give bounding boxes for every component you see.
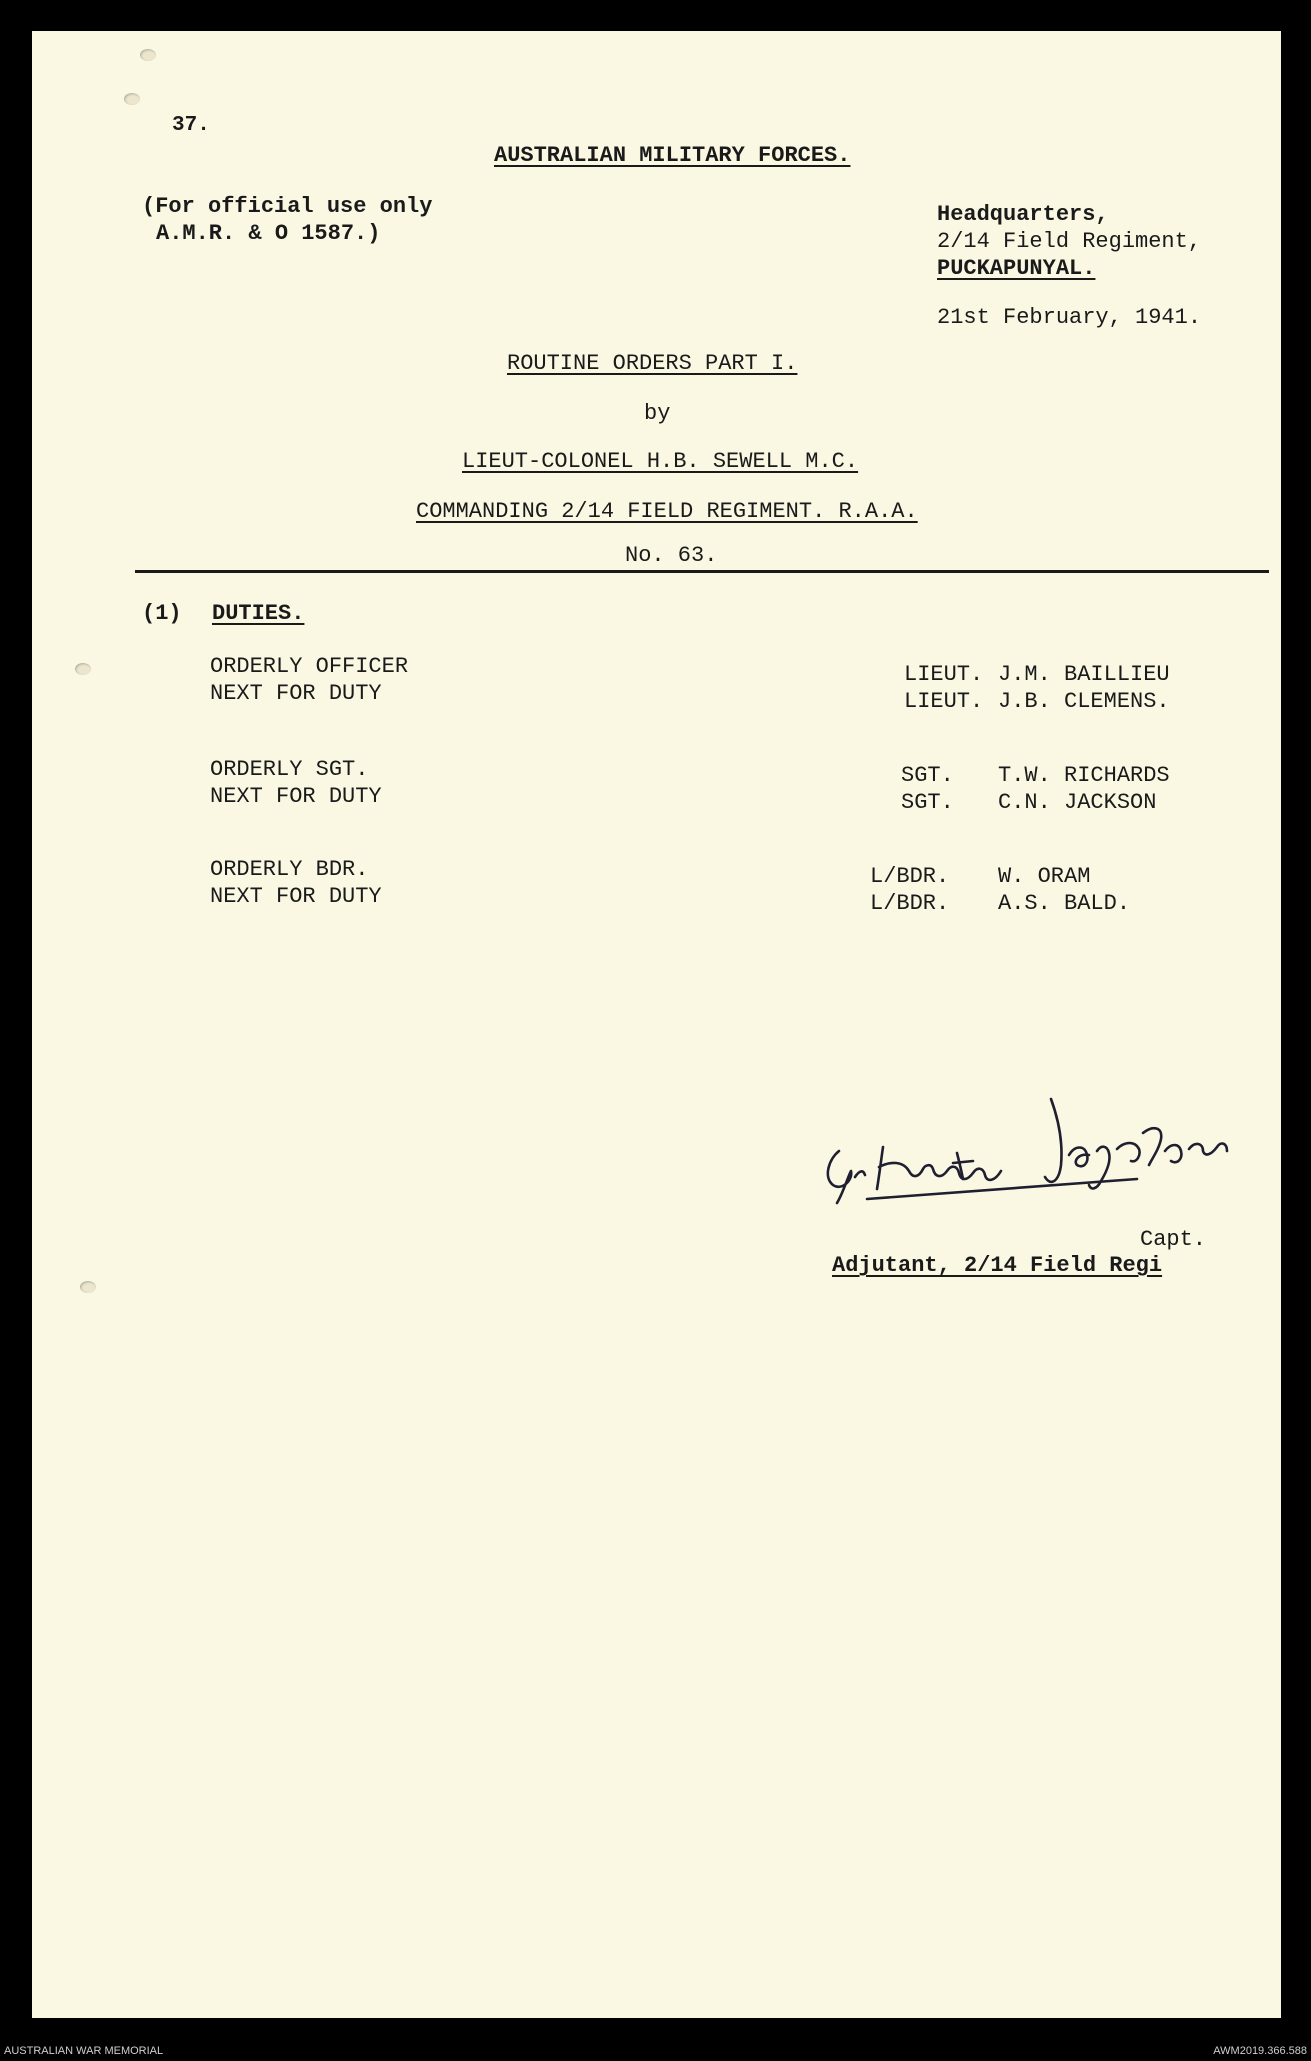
hq-line-1: Headquarters, — [937, 202, 1109, 227]
separator-rule — [135, 570, 1269, 573]
document-page — [32, 31, 1281, 2018]
duty-roles-group-3 — [210, 856, 382, 910]
punch-hole — [80, 1281, 96, 1293]
headquarters-address — [937, 201, 1201, 282]
corner-mark: 37. — [172, 114, 210, 137]
punch-hole — [140, 49, 156, 61]
section-number: (1) — [142, 601, 182, 626]
official-use-line-2: A.M.R. & O 1587.) — [156, 221, 381, 246]
duty-ranks-group-3 — [870, 863, 949, 917]
duty-roles-group-2 — [210, 756, 382, 810]
handwritten-signature — [807, 1081, 1267, 1211]
duty-role: ORDERLY BDR. — [210, 857, 369, 882]
duty-rank: SGT. — [901, 763, 954, 788]
duty-name: J.B. CLEMENS. — [998, 689, 1170, 714]
duty-role: NEXT FOR DUTY — [210, 681, 382, 706]
order-number: No. 63. — [625, 543, 718, 568]
duty-name: T.W. RICHARDS — [998, 763, 1170, 788]
duty-ranks-group-2 — [901, 762, 954, 816]
duty-role: ORDERLY OFFICER — [210, 654, 409, 679]
duty-names-group-1 — [998, 661, 1170, 715]
duty-role: NEXT FOR DUTY — [210, 784, 382, 809]
duty-rank: L/BDR. — [870, 864, 950, 889]
duty-ranks-group-1 — [904, 661, 983, 715]
punch-hole — [124, 93, 140, 105]
duty-name: W. ORAM — [998, 864, 1091, 889]
signature-title — [832, 1253, 1162, 1278]
duty-roles-group-1 — [210, 653, 408, 707]
heading-by: by — [644, 401, 671, 426]
document-date: 21st February, 1941. — [937, 305, 1202, 330]
footer-credit: AUSTRALIAN WAR MEMORIAL — [4, 2045, 164, 2057]
duty-role: NEXT FOR DUTY — [210, 884, 382, 909]
heading-commanding: COMMANDING 2/14 FIELD REGIMENT. R.A.A. — [416, 499, 918, 524]
duty-name: C.N. JACKSON — [998, 790, 1157, 815]
duty-rank: LIEUT. — [904, 662, 984, 687]
heading-commander: LIEUT-COLONEL H.B. SEWELL M.C. — [462, 449, 859, 474]
hq-line-2: 2/14 Field Regiment, — [937, 229, 1202, 254]
duty-rank: SGT. — [901, 790, 954, 815]
heading-routine-orders: ROUTINE ORDERS PART I. — [507, 351, 798, 376]
duty-names-group-2 — [998, 762, 1170, 816]
duty-names-group-3 — [998, 863, 1130, 917]
duty-role: ORDERLY SGT. — [210, 757, 369, 782]
duty-rank: LIEUT. — [904, 689, 984, 714]
duty-name: J.M. BAILLIEU — [998, 662, 1170, 687]
official-use-note — [142, 193, 432, 247]
duty-name: A.S. BALD. — [998, 891, 1131, 916]
footer-accession-number: AWM2019.366.588 — [1213, 2045, 1307, 2057]
punch-hole — [75, 663, 91, 675]
document-title: AUSTRALIAN MILITARY FORCES. — [494, 143, 851, 168]
hq-line-3: PUCKAPUNYAL. — [937, 256, 1096, 281]
duty-rank: L/BDR. — [870, 891, 950, 916]
official-use-line-1: (For official use only — [142, 194, 433, 219]
section-title: DUTIES. — [212, 601, 305, 626]
signature-title-text: Adjutant, 2/14 Field Regi — [832, 1253, 1163, 1278]
signature-rank: Capt. — [1140, 1227, 1207, 1252]
